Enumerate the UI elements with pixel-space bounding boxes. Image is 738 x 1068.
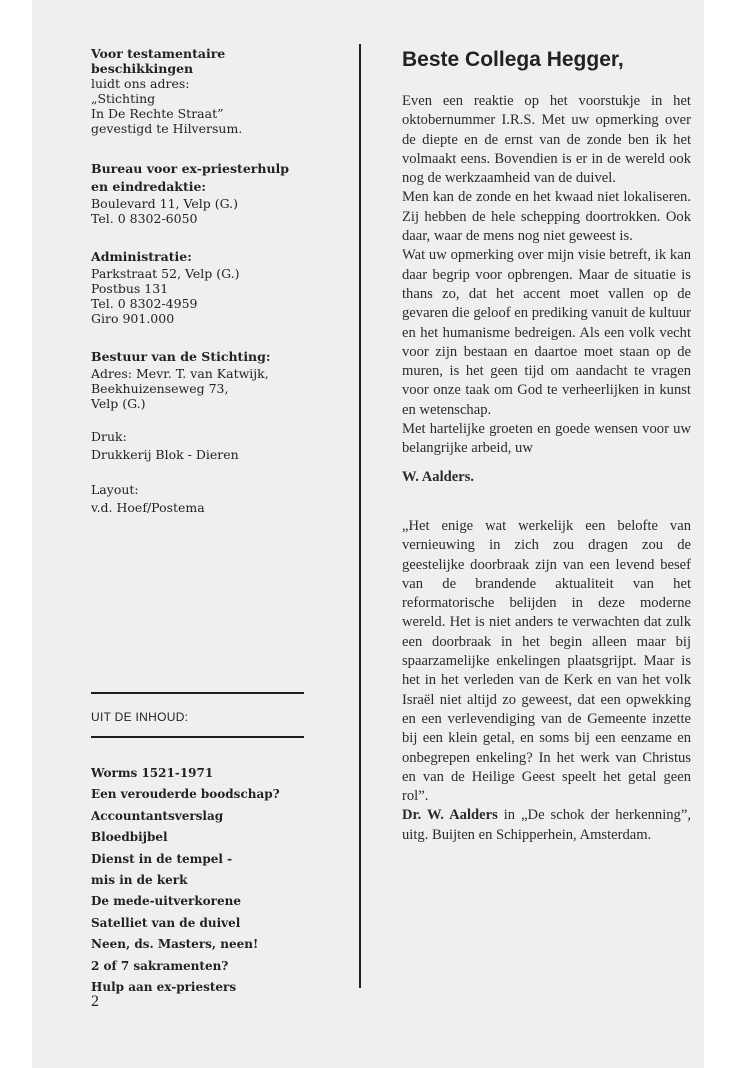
toc-item[interactable]: mis in de kerk: [91, 873, 188, 888]
colophon-druk: [91, 428, 321, 464]
colophon-heading-line: Bestuur van de Stichting:: [91, 349, 271, 364]
quote-text: „Het enige wat werkelijk een belofte van vernieuwing in zich zou dragen zou de geestelijke doorbraak zijn van een levend besef van de brandende aktualiteit van het reformatorische belijden in deze moderne wereld. Het is niet anders te verwachten dat zulk een doorbraak in het begin alleen maar bij spaarzamelijke enkelingen plaatsgrijpt. Maar is het in het verleden van de Kerk en van het volk Israël niet altijd zo geweest, dat een opwekking en een verlevendiging van de Gemeente inzette bij een klein getal, en soms bij een eenzame en onbegrepen enkeling? In het werk van Christus en van de Heilige Geest speelt het getal geen rol”.: [402, 517, 691, 805]
letter-paragraph: Men kan de zonde en het kwaad niet lokaliseren. Zij hebben de hele schepping doortrokken. Ook daar, waar de mens nog niet geweest is.: [402, 189, 691, 245]
colophon-heading-line: Administratie:: [91, 249, 192, 264]
inhoud-label: UIT DE INHOUD:: [91, 710, 189, 724]
inhoud-bottom-rule: [91, 736, 304, 738]
letter-title: Beste Collega Hegger,: [402, 48, 624, 71]
colophon-line: Tel. 0 8302-6050: [91, 211, 198, 226]
quote-attribution: [402, 806, 691, 845]
letter-paragraph: Met hartelijke groeten en goede wensen voor uw belangrijke arbeid, uw: [402, 421, 691, 457]
toc-item[interactable]: Accountantsverslag: [91, 808, 224, 823]
colophon-layout: [91, 481, 321, 517]
table-of-contents: [91, 763, 331, 998]
toc-item[interactable]: De mede-uitverkorene: [91, 894, 241, 909]
colophon-line: Boulevard 11, Velp (G.): [91, 196, 238, 211]
toc-item[interactable]: Bloedbijbel: [91, 830, 168, 845]
toc-item[interactable]: Worms 1521-1971: [91, 766, 214, 780]
toc-item[interactable]: Neen, ds. Masters, neen!: [91, 937, 259, 952]
colophon-line: Drukkerij Blok - Dieren: [91, 447, 239, 462]
colophon-line: gevestigd te Hilversum.: [91, 121, 243, 136]
colophon-line: v.d. Hoef/Postema: [91, 500, 205, 515]
colophon-heading-line: Bureau voor ex-priesterhulp: [91, 161, 290, 176]
colophon-line: Postbus 131: [91, 281, 169, 296]
toc-item[interactable]: 2 of 7 sakramenten?: [91, 958, 229, 973]
colophon-line: Druk:: [91, 429, 127, 444]
toc-item[interactable]: Hulp aan ex-priesters: [91, 980, 237, 995]
letter-signature: W. Aalders.: [402, 468, 475, 485]
inhoud-top-rule: [91, 692, 304, 694]
colophon-line: Adres: Mevr. T. van Katwijk,: [91, 366, 269, 381]
colophon-heading-line: en eindredaktie:: [91, 179, 207, 194]
colophon-bureau: [91, 160, 321, 226]
colophon-line: Layout:: [91, 482, 139, 497]
colophon-testament: [91, 46, 321, 136]
toc-item[interactable]: Een verouderde boodschap?: [91, 787, 280, 802]
colophon-line: „Stichting: [91, 91, 156, 106]
colophon-line: Parkstraat 52, Velp (G.): [91, 266, 240, 281]
colophon-administratie: [91, 248, 321, 326]
colophon-heading-line: beschikkingen: [91, 61, 194, 76]
colophon-line: luidt ons adres:: [91, 76, 190, 91]
page-number: 2: [91, 993, 99, 1010]
colophon-line: Beekhuizenseweg 73,: [91, 381, 229, 396]
column-divider: [359, 44, 361, 988]
letter-column: [402, 46, 691, 845]
quote-source: in „De schok der herkenning”, uitg. Buijten en Schipperhein, Amsterdam.: [402, 807, 691, 843]
toc-item[interactable]: Satelliet van de duivel: [91, 915, 241, 930]
colophon: [91, 46, 321, 534]
quote-author: Dr. W. Aalders: [402, 807, 498, 824]
letter-paragraph: Even een reaktie op het voorstukje in het oktobernummer I.R.S. Met uw opmerking over de diepte en de ernst van de zonde ben ik het volmaakt eens. Bovendien is er in de wereld ook nog de werkzaamheid van de duivel.: [402, 93, 691, 187]
colophon-line: In De Rechte Straat”: [91, 106, 224, 121]
colophon-line: Velp (G.): [91, 396, 146, 411]
colophon-heading-line: Voor testamentaire: [91, 46, 226, 61]
colophon-line: Tel. 0 8302-4959: [91, 296, 198, 311]
letter-paragraph: Wat uw opmerking over mijn visie betreft, ik kan daar begrip voor opbrengen. Maar de situatie is thans zo, dat het accent moet vallen op de gevaren die geloof en prediking vanuit de kultuur en het humanisme bedreigen. Als een volk vecht voor zijn bestaan en daartoe moet staan op de muren, is het geen tijd om aandacht te vragen voor onze taak om God te verheerlijken in kunst en wetenschap.: [402, 247, 691, 418]
colophon-line: Giro 901.000: [91, 311, 175, 326]
toc-item[interactable]: Dienst in de tempel -: [91, 851, 233, 866]
colophon-bestuur: [91, 348, 321, 411]
